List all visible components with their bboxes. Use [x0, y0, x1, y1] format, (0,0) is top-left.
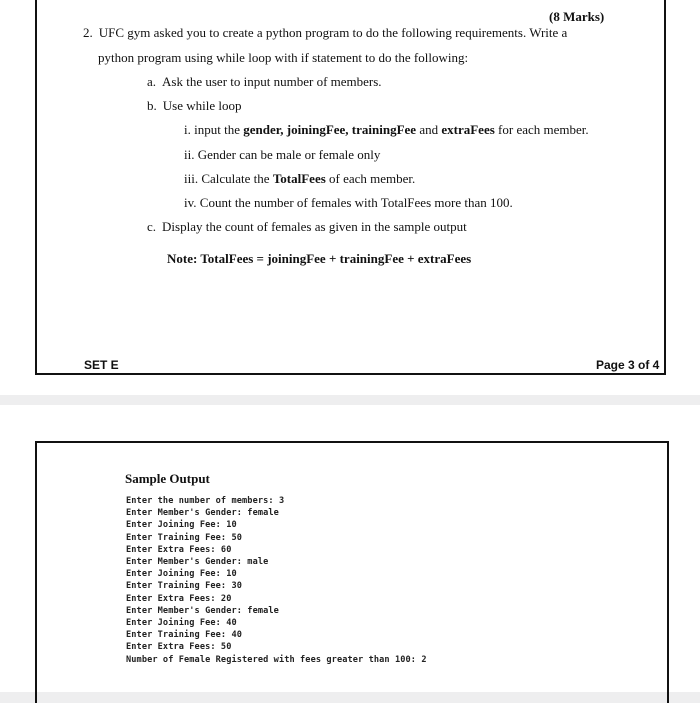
sub-iv-text: Count the number of females with TotalFees more than 100.: [199, 195, 513, 210]
sub-i-post: for each member.: [498, 122, 589, 137]
sub-iii-bold: TotalFees: [272, 171, 326, 186]
page-number: Page 3 of 4: [596, 358, 660, 372]
output-line: Enter Training Fee: 50: [126, 532, 243, 543]
item-b-text: Use while loop: [162, 98, 242, 113]
output-line: Enter Training Fee: 40: [126, 630, 243, 641]
sub-item-i: [184, 122, 589, 138]
sub-iii-pre: Calculate the: [201, 171, 270, 186]
item-c-text: Display the count of females as given in the sample output: [162, 219, 467, 234]
sub-i-bold-extra: extraFees: [441, 122, 495, 137]
question-line-1: [83, 25, 567, 41]
output-line: Enter Joining Fee: 40: [126, 618, 237, 628]
output-line: Enter Extra Fees: 20: [126, 593, 232, 604]
sub-ii-label: ii.: [184, 147, 195, 162]
formula-note: Note: TotalFees = joiningFee + trainingFee + extraFees: [167, 251, 472, 266]
output-line: Enter the number of members: 3: [126, 496, 285, 506]
item-a-text: Ask the user to input number of members.: [162, 74, 382, 89]
sample-output-title: Sample Output: [125, 471, 210, 486]
output-line: Number of Female Registered with fees greater than 100: 2: [126, 654, 427, 665]
output-line: Enter Member's Gender: female: [126, 605, 279, 616]
output-line: Enter Joining Fee: 10: [126, 520, 237, 531]
sub-iv-label: iv.: [184, 195, 197, 210]
question-number: 2.: [83, 25, 93, 40]
document-page-4: [0, 405, 700, 692]
output-line: Enter Training Fee: 30: [126, 581, 243, 592]
output-line: Enter Extra Fees: 60: [126, 544, 232, 555]
question-text-1: UFC gym asked you to create a python program to do the following requirements. Write a: [98, 25, 568, 40]
output-line: Enter Member's Gender: female: [126, 508, 279, 519]
question-line-2: python program using while loop with if statement to do the following:: [98, 50, 469, 65]
sub-item-ii: [184, 147, 380, 163]
sub-i-pre: input the: [194, 122, 240, 137]
output-line: Enter Member's Gender: male: [126, 557, 269, 567]
sub-item-iii: [184, 171, 415, 187]
sub-i-label: i.: [184, 122, 191, 137]
item-a: [147, 74, 382, 90]
sub-iii-post: of each member.: [329, 171, 416, 186]
marks-label: (8 Marks): [549, 9, 605, 24]
sub-iii-label: iii.: [184, 171, 199, 186]
sub-ii-text: Gender can be male or female only: [197, 147, 381, 162]
item-a-label: a.: [147, 74, 157, 89]
sub-i-mid: and: [419, 122, 439, 137]
item-c: [147, 219, 467, 235]
output-line: Enter Joining Fee: 10: [126, 569, 237, 580]
item-b-label: b.: [147, 98, 157, 113]
output-line: Enter Extra Fees: 50: [126, 642, 232, 653]
sub-item-iv: [184, 195, 513, 211]
item-b: [147, 98, 241, 114]
item-c-label: c.: [147, 219, 157, 234]
sub-i-bold-fields: gender, joiningFee, trainingFee: [243, 122, 417, 137]
set-label: SET E: [84, 358, 119, 372]
